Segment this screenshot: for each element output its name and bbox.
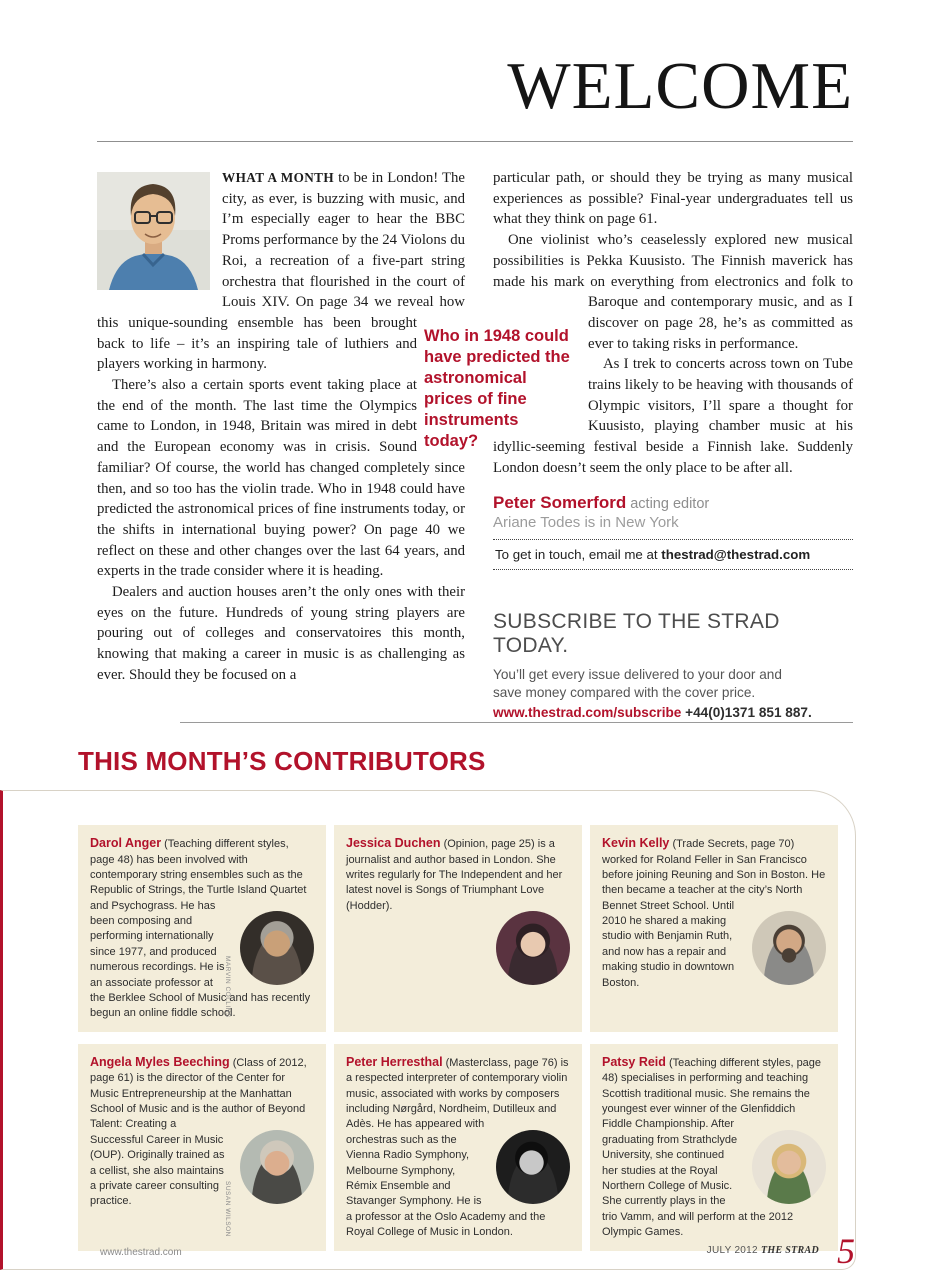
editorial-paragraph: Dealers and auction houses aren’t the only ones with their eyes on the future. Hundreds of young string players are pouring out of colleges and conservatoires this month, knowing that making a career in music is as challenging as ever. Should they be focused on a xyxy=(97,584,465,683)
contributor-text: is the director of the Center for Music Entrepreneurship at the Manhattan School of Music and is the author of Beyond Talent: Creating a Successful Career in Music (OUP). Originally trained as a cellist, she also maintains a private career consulting practice. xyxy=(90,1072,306,1208)
pull-quote: Who in 1948 could have predicted the astronomical prices of fine instruments today? xyxy=(424,327,570,450)
contributor-detail: (Teaching different styles, page 48) xyxy=(90,838,289,866)
contributor-card xyxy=(334,825,582,1032)
contributor-card xyxy=(334,1044,582,1251)
editorial-content xyxy=(97,168,853,720)
contributor-photo xyxy=(496,911,570,985)
signature-line xyxy=(493,493,853,513)
contributor-card xyxy=(590,825,838,1032)
subscribe-heading: SUBSCRIBE TO THE STRAD TODAY. xyxy=(493,609,780,657)
photo-float xyxy=(234,835,314,985)
contact-text: To get in touch, email me at xyxy=(495,546,662,562)
contributor-cards xyxy=(78,825,843,1251)
photo-float xyxy=(746,835,826,985)
contact-line xyxy=(493,539,853,570)
editorial-paragraph: particular path, or should they be trying as many musical experiences as possible? Final-year undergraduates tell us what they think on page 61. xyxy=(493,170,853,228)
contributor-detail: (Teaching different styles, page 48) xyxy=(602,1056,822,1085)
editor-role: acting editor xyxy=(626,495,710,512)
contributors-heading: THIS MONTH’S CONTRIBUTORS xyxy=(78,746,486,776)
editor-photo xyxy=(97,172,210,290)
contributor-text: has been involved with contemporary string ensembles such as the Republic of Strings, the Turtle Island Quartet and Psychograss. He has been composing and performing internationally since 1977, and produced numerous recordings. He is an associate professor at the Berklee School of Music and has recently begun an online fiddle school. xyxy=(90,853,311,1020)
contributor-bio xyxy=(346,835,570,914)
contributor-card xyxy=(78,825,326,1032)
contributor-name: Jessica Duchen xyxy=(346,836,441,850)
contributor-bio xyxy=(602,835,826,991)
photo-credit: MARVIN COLLINS xyxy=(224,956,231,1018)
contributor-bio xyxy=(90,1054,314,1210)
contributor-card xyxy=(590,1044,838,1251)
footer-issue-line xyxy=(707,1245,819,1256)
photo-float xyxy=(746,1054,826,1204)
photo-float xyxy=(490,835,570,985)
contributor-bio xyxy=(90,835,314,1022)
contributors-box xyxy=(0,790,856,1270)
footer-page-number: 5 xyxy=(837,1231,855,1271)
body-text: to be in London! The city, as ever, is buzzing with music, and I’m especially eager to hear the BBC Proms performance by the 24 Violons du Roi, a recreation of a five-part string orchestra that flourished in the court of Louis XIV. On page 34 we reveal how xyxy=(222,170,465,311)
contributor-text: is a journalist and author based in London. She writes regularly for The Independent and her latest novel is Songs of Triumphant Love (Hodder). xyxy=(346,838,563,912)
subscribe-phone: +44(0)1371 851 887. xyxy=(681,705,812,721)
editor-signature xyxy=(493,493,853,531)
contributor-detail: (Trade Secrets, page 70) xyxy=(672,838,795,850)
footer-site-link[interactable]: www.thestrad.com xyxy=(100,1247,182,1258)
contributor-card xyxy=(78,1044,326,1251)
body-text: One violinist who’s ceaselessly explored new musical possibilities is Pekka Kuusisto. The Finnish maverick has made his mark on everything from electronics and xyxy=(493,232,853,290)
contributor-name: Angela Myles Beeching xyxy=(90,1054,230,1069)
subscribe-body: You’ll get every issue delivered to your door and save money compared with the cover price. xyxy=(493,666,782,700)
contributor-photo xyxy=(240,1130,314,1204)
contributor-text: worked for Roland Feller in San Francisco before joining Reuning and Son in Boston. He then became a teacher at the city’s North Bennet Street School. Until 2010 he shared a making studio with Benjamin Ruth, and now has a repair and making studio in downtown Boston. xyxy=(602,853,826,989)
editor-name: Peter Somerford xyxy=(493,492,627,512)
contributor-text: is a respected interpreter of contemporary violin music, associated with works by composers including Nørgård, Nordheim, Dutilleux and Adès. He has appeared with orchestras such as the Vienna Radio Symphony, Melbourne Symphony, Rémix Ensemble and Stavanger Symphony. He is a professor at the Oslo Academy and the Royal College of Music in London. xyxy=(346,1056,569,1239)
footer-magazine-name: THE STRAD xyxy=(761,1245,819,1256)
section-divider xyxy=(180,722,853,723)
contributor-text: specialises in performing and teaching Scottish traditional music. She remains the youngest ever winner of the Glenfiddich Fiddle Championship. After graduating from Strathclyde University, she continued her studies at the Royal Northern College of Music. She currently plays in the trio Vamm, and will perform at the 2012 Olympic Games. xyxy=(602,1072,810,1239)
editorial-paragraph: As I trek to concerts across town on Tube trains likely to be heaving with thousands of Olympic visitors, I’ll spare a thought for Kuusisto, playing chamber music at his idyllic-seeming festival beside a Finnish lake. Suddenly London doesn’t seem the only place to be after all. xyxy=(493,356,853,476)
contributor-name: Peter Herresthal xyxy=(346,1054,443,1069)
photo-float xyxy=(234,1054,314,1204)
contributor-photo xyxy=(752,1130,826,1204)
title-rule xyxy=(97,141,853,142)
contributor-name: Darol Anger xyxy=(90,836,162,850)
contributor-name: Patsy Reid xyxy=(602,1054,666,1069)
editor-note: Ariane Todes is in New York xyxy=(493,513,679,531)
footer-issue: JULY 2012 xyxy=(706,1245,758,1256)
editorial-column-left xyxy=(97,168,465,720)
contributor-photo xyxy=(752,911,826,985)
photo-float xyxy=(490,1054,570,1204)
contributor-detail: (Masterclass, page 76) xyxy=(445,1056,558,1069)
page-title: WELCOME xyxy=(507,49,853,123)
email-link[interactable]: thestrad@thestrad.com xyxy=(661,546,811,562)
body-text: folk to Baroque and contemporary music, and as I discover on page 28, he’s as committed as ever to taking risks in performance. xyxy=(588,273,853,352)
editorial-paragraph xyxy=(97,168,465,375)
contributor-detail: (Class of 2012, page 61) xyxy=(90,1056,307,1085)
lead-in-phrase: WHAT A MONTH xyxy=(222,170,335,185)
contributor-photo xyxy=(240,911,314,985)
contributor-detail: (Opinion, page 25) xyxy=(443,838,535,850)
contributor-bio xyxy=(346,1054,570,1241)
subscribe-promo xyxy=(493,610,853,721)
subscribe-link[interactable]: www.thestrad.com/subscribe xyxy=(493,705,682,721)
contributor-bio xyxy=(602,1054,826,1241)
editor-portrait-illustration xyxy=(97,172,210,290)
photo-credit: SUSAN WILSON xyxy=(224,1180,231,1237)
contributor-photo xyxy=(496,1130,570,1204)
subscribe-cta xyxy=(493,705,853,720)
contributor-name: Kevin Kelly xyxy=(602,836,670,850)
editorial-paragraph: There’s also a certain sports event taking place at the end of the month. The last time the Olympics came to London, in 1948, Britain was mired in debt and the European economy was in crisis. Sound familiar? Of course, the world has changed completely since then, and so too has the violin trade. Who in 1948 could have predicted the astronomical prices of fine instruments today, or the shifts in international buying power? On page 40 we reflect on these and other changes over the last 64 years, and experts in the trade consider where it is heading. xyxy=(97,377,465,580)
body-text: this unique-sounding ensemble has been brought back to life – it’s an inspiring tale of luthiers and players working in harmony. xyxy=(97,314,417,373)
